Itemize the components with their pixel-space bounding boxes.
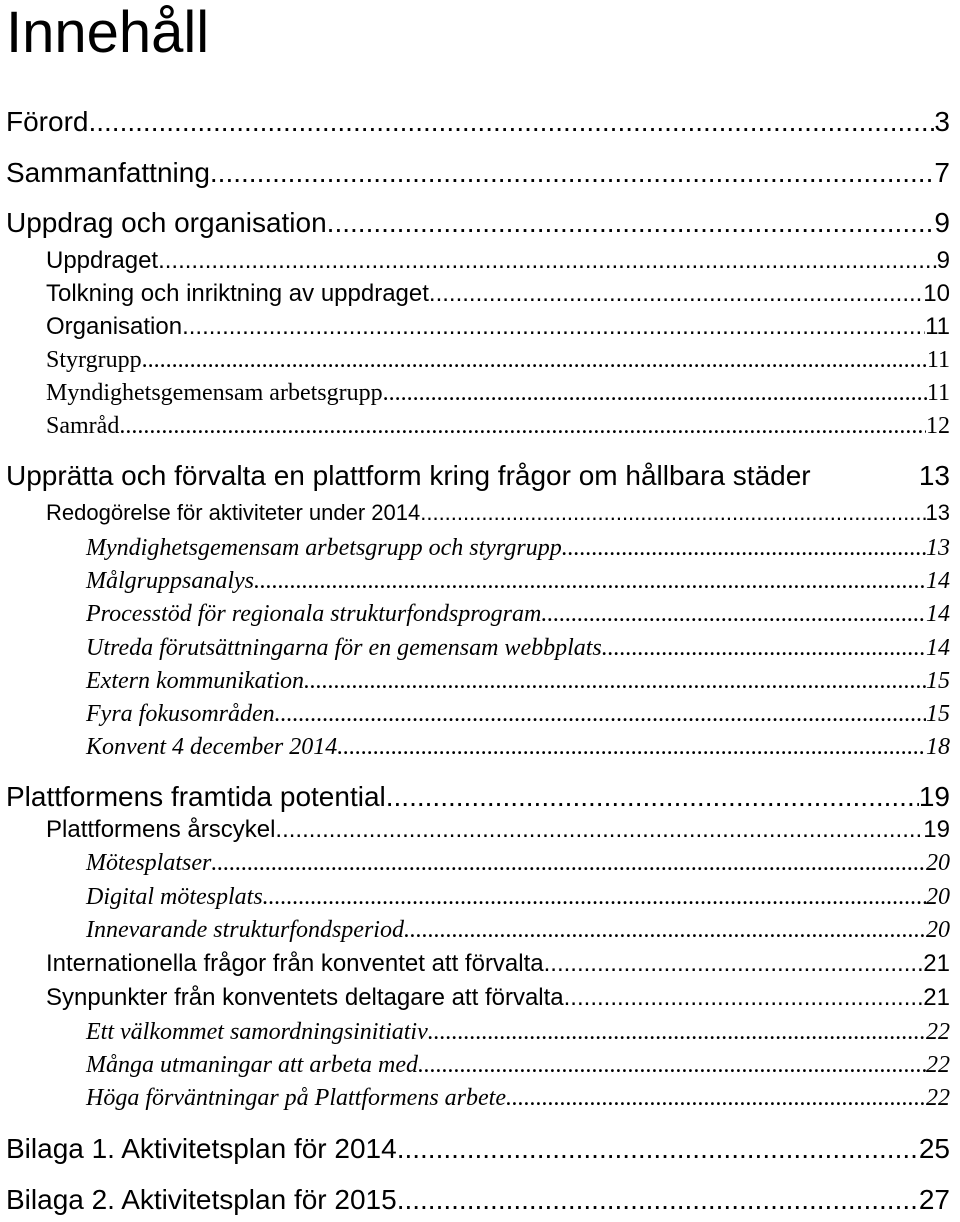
toc-entry-page: 10 — [923, 280, 950, 307]
toc-leader-dots — [158, 246, 937, 276]
toc-leader-dots — [263, 882, 926, 912]
toc-leader-dots — [327, 206, 935, 240]
toc-leader-dots — [337, 732, 926, 762]
toc-entry-label: Bilaga 1. Aktivitetsplan för 2014 — [6, 1133, 397, 1164]
toc-entry[interactable] — [6, 1183, 950, 1217]
toc-entry-page: 27 — [918, 1184, 950, 1215]
toc-leader-dots — [397, 1132, 919, 1166]
toc-leader-dots — [420, 499, 925, 527]
toc-leader-dots — [562, 533, 926, 563]
toc-entry-label: Sammanfattning — [6, 157, 210, 188]
toc-leader-dots — [506, 1083, 926, 1113]
toc-entry-page: 19 — [923, 816, 950, 843]
toc-entry[interactable] — [6, 105, 950, 139]
toc-leader-dots — [544, 949, 924, 979]
toc-entry[interactable] — [46, 246, 950, 276]
toc-entry-page: 12 — [926, 413, 950, 439]
toc-leader-dots — [182, 312, 925, 342]
toc-entry[interactable] — [86, 1017, 950, 1047]
toc-leader-dots — [210, 156, 935, 190]
toc-entry-page: 15 — [926, 668, 950, 694]
toc-entry-label: Redogörelse för aktiviteter under 2014 — [46, 500, 421, 525]
toc-leader-dots — [383, 378, 927, 408]
toc-entry-page: 9 — [936, 247, 950, 274]
toc-entry-page: 3 — [934, 106, 950, 137]
toc-leader-dots — [602, 633, 926, 663]
toc-entry-label: Uppdraget — [46, 247, 159, 274]
toc-entry-page: 22 — [926, 1019, 950, 1045]
toc-leader-dots — [428, 1017, 926, 1047]
toc-entry[interactable] — [6, 780, 950, 814]
toc-entry-page: 9 — [934, 207, 950, 238]
toc-leader-dots — [211, 848, 926, 878]
toc-entry-label: Många utmaningar att arbeta med — [86, 1052, 418, 1078]
toc-entry[interactable] — [46, 411, 950, 441]
toc-entry-label: Myndighetsgemensam arbetsgrupp och styrgrupp — [86, 535, 562, 561]
toc-entry-label: Plattformens framtida potential — [6, 781, 386, 812]
toc-entry-page: 14 — [926, 635, 950, 661]
toc-leader-dots — [142, 345, 927, 375]
toc-entry[interactable] — [86, 599, 950, 629]
toc-leader-dots — [404, 915, 926, 945]
toc-entry-page: 22 — [926, 1085, 950, 1111]
toc-entry[interactable] — [6, 1132, 950, 1166]
toc-entry[interactable] — [86, 882, 950, 912]
toc-entry-page: 20 — [926, 850, 950, 876]
toc-entry[interactable] — [86, 633, 950, 663]
toc-leader-dots — [275, 699, 926, 729]
toc-entry-label: Konvent 4 december 2014 — [86, 734, 338, 760]
toc-entry-page: 18 — [926, 734, 950, 760]
toc-leader-dots — [429, 279, 923, 309]
toc-entry-label: Samråd — [46, 413, 120, 439]
toc-entry-page: 20 — [926, 917, 950, 943]
toc-entry-page: 20 — [926, 884, 950, 910]
toc-leader-dots — [564, 983, 924, 1013]
toc-entry-page: 14 — [926, 568, 950, 594]
toc-entry-label: Innevarande strukturfondsperiod — [86, 917, 404, 943]
toc-entry-label: Fyra fokusområden — [86, 701, 275, 727]
toc-entry[interactable] — [86, 732, 950, 762]
toc-leader-dots — [88, 105, 934, 139]
toc-entry[interactable] — [46, 815, 950, 845]
toc-leader-dots — [418, 1050, 926, 1080]
toc-entry[interactable] — [46, 983, 950, 1013]
toc-entry[interactable] — [86, 915, 950, 945]
page-title: Innehåll — [6, 0, 210, 65]
toc-leader-dots — [397, 1183, 919, 1217]
toc-entry[interactable] — [6, 156, 950, 190]
toc-entry-page: 15 — [926, 701, 950, 727]
toc-entry-page: 21 — [923, 984, 950, 1011]
toc-entry-label: Utreda förutsättningarna för en gemensam webbplats — [86, 635, 602, 661]
toc-entry[interactable] — [46, 378, 950, 408]
toc-leader-dots — [541, 599, 926, 629]
toc-entry-label: Målgruppsanalys — [86, 568, 254, 594]
toc-entry-label: Processtöd för regionala strukturfondsprogram — [86, 601, 542, 627]
toc-entry-label: Upprätta och förvalta en plattform kring frågor om hållbara städer — [6, 460, 811, 491]
toc-leader-dots — [254, 566, 926, 596]
toc-entry-page: 22 — [926, 1052, 950, 1078]
toc-entry-page: 13 — [925, 500, 950, 525]
toc-entry-page: 11 — [925, 313, 950, 340]
toc-entry-page: 11 — [926, 380, 950, 406]
toc-leader-dots — [386, 780, 919, 814]
toc-entry-page: 19 — [918, 781, 950, 812]
toc-entry[interactable] — [86, 533, 950, 563]
toc-leader-dots — [119, 411, 926, 441]
toc-entry-label: Höga förväntningar på Plattformens arbete — [86, 1085, 506, 1111]
toc-entry[interactable] — [86, 848, 950, 878]
toc-entry-label: Plattformens årscykel — [46, 816, 276, 843]
toc-entry-label: Styrgrupp — [46, 347, 142, 373]
toc-entry[interactable] — [86, 699, 950, 729]
toc-entry-label: Digital mötesplats — [86, 884, 263, 910]
toc-entry-label: Tolkning och inriktning av uppdraget — [46, 280, 429, 307]
toc-entry-label: Uppdrag och organisation — [6, 207, 327, 238]
toc-entry-page: 14 — [926, 601, 950, 627]
toc-entry[interactable] — [46, 949, 950, 979]
toc-entry[interactable] — [6, 206, 950, 240]
toc-entry[interactable] — [86, 1083, 950, 1113]
toc-entry-label: Myndighetsgemensam arbetsgrupp — [46, 380, 383, 406]
toc-entry-page: 25 — [918, 1133, 950, 1164]
toc-entry-page: 11 — [926, 347, 950, 373]
toc-entry[interactable] — [86, 566, 950, 596]
toc-entry-label: Internationella frågor från konventet att förvalta — [46, 950, 544, 977]
toc-entry[interactable] — [6, 459, 950, 493]
toc-entry-label: Förord — [6, 106, 89, 137]
toc-entry-page: 7 — [934, 157, 950, 188]
toc-entry-label: Mötesplatser — [86, 850, 212, 876]
toc-entry-page: 21 — [923, 950, 950, 977]
toc-entry[interactable] — [86, 666, 950, 696]
toc-entry-label: Extern kommunikation — [86, 668, 304, 694]
toc-entry[interactable] — [46, 499, 950, 527]
toc-entry[interactable] — [46, 312, 950, 342]
toc-entry-label: Synpunkter från konventets deltagare att förvalta — [46, 984, 564, 1011]
toc-leader-dots — [304, 666, 926, 696]
toc-entry-page: 13 — [926, 535, 950, 561]
toc-entry[interactable] — [86, 1050, 950, 1080]
toc-entry[interactable] — [46, 345, 950, 375]
toc-leader-dots — [275, 815, 923, 845]
toc-entry-label: Ett välkommet samordningsinitiativ — [86, 1019, 428, 1045]
toc-entry-label: Bilaga 2. Aktivitetsplan för 2015 — [6, 1184, 397, 1215]
toc-entry-page: 13 — [918, 460, 950, 491]
toc-entry[interactable] — [46, 279, 950, 309]
toc-entry-label: Organisation — [46, 313, 183, 340]
